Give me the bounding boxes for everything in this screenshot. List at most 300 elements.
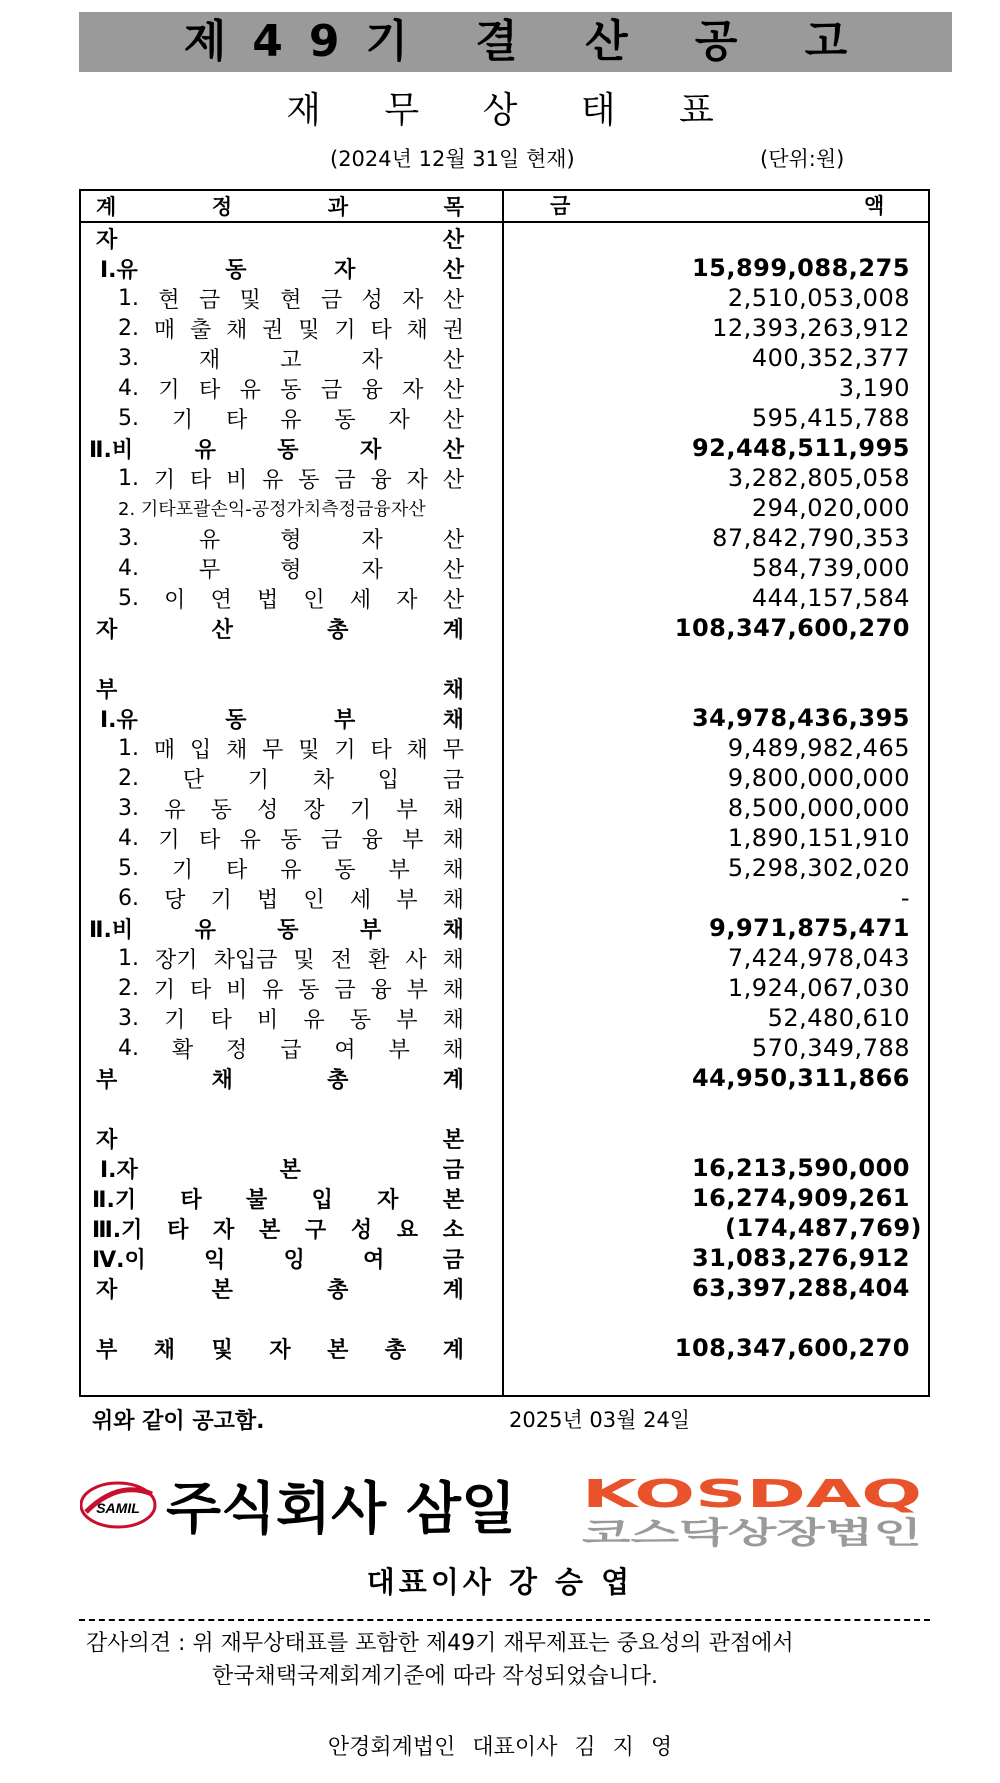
account-label-char: 채 <box>442 797 464 823</box>
account-label <box>118 1033 464 1063</box>
account-label-char: Ⅰ.유 <box>100 707 138 733</box>
table-row <box>0 1123 1000 1153</box>
table-row <box>0 463 1000 493</box>
account-label-char: 산 <box>442 407 464 433</box>
account-label <box>118 373 464 403</box>
account-label-char: Ⅰ.자 <box>100 1157 138 1183</box>
account-label <box>89 913 464 943</box>
account-label-char: 타 <box>180 1187 202 1213</box>
account-label-char: 금 <box>334 467 356 493</box>
account-label <box>118 523 464 553</box>
account-label-char: 자 <box>96 1127 118 1153</box>
amount-value: 63,397,288,404 <box>691 1274 910 1302</box>
amount-value: (174,487,769) <box>725 1214 922 1242</box>
account-label-char: 기 <box>171 857 194 883</box>
account-label-char: 자 <box>96 1277 118 1303</box>
account-label-char: 산 <box>442 287 464 313</box>
account-label-char: 환 <box>368 947 390 973</box>
account-label <box>92 1243 464 1273</box>
table-row <box>0 523 1000 553</box>
amount-value: 444,157,584 <box>751 584 910 612</box>
account-label-char: 재 <box>198 347 221 373</box>
account-label-char: 산 <box>442 527 464 553</box>
account-label-char: 정 <box>226 1037 248 1063</box>
account-label-char: 산 <box>211 617 233 643</box>
account-label-char: 익 <box>204 1247 226 1273</box>
account-label-char: 입 <box>377 767 399 793</box>
account-label-char: 총 <box>384 1337 407 1363</box>
account-label-char: 동 <box>349 1007 372 1033</box>
samil-logo-text: SAMIL <box>96 1500 140 1516</box>
account-label-char: 및 <box>298 317 320 343</box>
account-label-char: 법 <box>257 887 279 913</box>
amount-value: 34,978,436,395 <box>691 704 910 732</box>
account-label <box>96 1123 464 1153</box>
account-label-char: 2. <box>118 975 139 1001</box>
account-label-char: 구 <box>304 1217 327 1243</box>
account-label-char: 형 <box>280 527 302 553</box>
account-label-char: 동 <box>334 407 356 433</box>
table-row <box>0 1243 1000 1273</box>
account-label-char: 부 <box>402 827 424 853</box>
table-row <box>0 973 1000 1003</box>
account-label-char: 타 <box>189 467 212 493</box>
account-label-char: 채 <box>442 947 464 973</box>
account-label-char: 자 <box>377 1187 399 1213</box>
account-label-char: 단 <box>182 767 204 793</box>
account-label-char: 부 <box>396 1007 418 1033</box>
account-label-char: 유 <box>303 1007 325 1033</box>
account-label-char: 5. <box>118 405 139 431</box>
account-label-char: 당 <box>164 887 186 913</box>
table-row <box>0 1183 1000 1213</box>
amount-value: - <box>900 884 910 912</box>
table-row <box>0 343 1000 373</box>
account-label-char: 장기 <box>155 947 198 973</box>
table-row <box>0 1033 1000 1063</box>
account-label-char: 자 <box>361 557 383 583</box>
amount-value: 584,739,000 <box>751 554 910 582</box>
account-label-char: 총 <box>327 1277 349 1303</box>
auditor-signature: 안경회계법인 대표이사 김 지 영 <box>327 1735 673 1760</box>
account-label-char: 계 <box>442 1337 464 1363</box>
account-label-char: 기 <box>334 737 356 763</box>
account-label-char: 채 <box>442 887 464 913</box>
account-label-char: 및 <box>239 287 261 313</box>
account-label-char: Ⅱ.기 <box>92 1187 137 1213</box>
table-row <box>0 673 1000 703</box>
account-label-char: 급 <box>280 1037 302 1063</box>
account-label-char: 권 <box>442 317 464 343</box>
account-label-char: 부 <box>396 887 418 913</box>
account-label-char: 타 <box>189 977 212 1003</box>
account-label-char: 동 <box>334 857 356 883</box>
amount-value: 52,480,610 <box>767 1004 910 1032</box>
account-label-char: 기 <box>349 797 372 823</box>
account-label-char: 1. <box>118 465 139 491</box>
table-row <box>0 493 1000 523</box>
amount-value: 87,842,790,353 <box>712 524 910 552</box>
account-label-char: 및 <box>293 947 315 973</box>
account-label-char: 채 <box>406 317 428 343</box>
account-label-char: 자 <box>96 227 118 253</box>
account-label-char: 유 <box>198 527 221 553</box>
account-label-char: 금 <box>320 827 343 853</box>
amount-value: 16,213,590,000 <box>691 1154 910 1182</box>
account-label-char: 타 <box>210 1007 232 1033</box>
header-char: 정 <box>211 195 233 219</box>
account-label-char: 매 <box>153 317 176 343</box>
account-label-char: 기 <box>158 377 180 403</box>
account-label-char: 동 <box>277 437 299 463</box>
notice-date: 2025년 03월 24일 <box>509 1408 691 1432</box>
account-label-char: Ⅱ.비 <box>89 917 134 943</box>
account-label <box>118 553 464 583</box>
amount-header-left: 금 <box>550 194 571 218</box>
account-label-char: 형 <box>280 557 302 583</box>
account-label-char: 자 <box>402 287 424 313</box>
amount-value: 31,083,276,912 <box>691 1244 910 1272</box>
account-label-char: 금 <box>320 377 343 403</box>
account-label-char: 자 <box>406 467 428 493</box>
page-title: 제49기 결 산 공 고 <box>183 16 874 67</box>
account-label-text: 2. 기타포괄손익-공정가치측정금융자산 <box>118 499 426 520</box>
account-label-char: 타 <box>370 737 392 763</box>
account-label-char: 본 <box>258 1217 281 1243</box>
account-label-char: 유 <box>164 797 186 823</box>
account-label <box>118 583 464 613</box>
table-row <box>0 373 1000 403</box>
account-label-char: 6. <box>118 885 139 911</box>
account-label-char: 채 <box>226 317 248 343</box>
account-label-char: 4. <box>118 375 139 401</box>
account-label-char: 인 <box>303 587 325 613</box>
account-label-char: Ⅱ.비 <box>89 437 134 463</box>
account-label-char: 산 <box>442 257 464 283</box>
account-label-char: 기 <box>153 977 176 1003</box>
account-label-char: 동 <box>298 467 320 493</box>
account-label-char: 현 <box>280 287 302 313</box>
amount-value: 1,924,067,030 <box>727 974 910 1002</box>
account-label-char: 채 <box>442 1037 464 1063</box>
account-label-char: 본 <box>327 1337 349 1363</box>
account-label <box>96 1333 464 1363</box>
account-label-char: 비 <box>226 977 248 1003</box>
table-row <box>0 433 1000 463</box>
account-label-char: 1. <box>118 735 139 761</box>
account-label-char: 계 <box>442 1067 464 1093</box>
account-label-char: 현 <box>158 287 180 313</box>
amount-value: 9,971,875,471 <box>709 914 910 942</box>
account-label-char: 세 <box>349 887 372 913</box>
kosdaq-caption: 코스닥상장법인 <box>582 1516 922 1550</box>
account-label-char: 자 <box>360 437 382 463</box>
account-label <box>100 703 464 733</box>
account-label-char: 산 <box>442 587 464 613</box>
company-logos <box>80 1460 950 1550</box>
account-label-char: 타 <box>226 857 248 883</box>
amount-value: 294,020,000 <box>751 494 910 522</box>
account-label <box>118 793 464 823</box>
account-label-char: 타 <box>198 827 221 853</box>
header-char: 과 <box>327 195 349 219</box>
account-label-char: 부 <box>96 1067 118 1093</box>
account-label-char: 부 <box>396 797 418 823</box>
account-label-char: 유 <box>280 857 302 883</box>
account-label-char: 4. <box>118 1035 139 1061</box>
account-label-char: 유 <box>194 917 216 943</box>
account-label-char: 고 <box>280 347 302 373</box>
table-row <box>0 1333 1000 1363</box>
account-label-char: 세 <box>349 587 372 613</box>
account-label <box>92 1213 464 1243</box>
account-label <box>96 223 464 253</box>
as-of-date: (2024년 12월 31일 현재) <box>330 147 575 171</box>
account-label-char: 성 <box>361 287 383 313</box>
table-row <box>0 1063 1000 1093</box>
account-label-char: 3. <box>118 345 139 371</box>
account-label-char: 총 <box>327 617 349 643</box>
amount-value: 1,890,151,910 <box>727 824 910 852</box>
account-label-char: 본 <box>211 1277 233 1303</box>
account-label-char: 자 <box>361 347 383 373</box>
account-label-char: 타 <box>167 1217 189 1243</box>
amount-value: 8,500,000,000 <box>727 794 910 822</box>
account-label-char: 불 <box>246 1187 268 1213</box>
account-label-char: 본 <box>442 1187 464 1213</box>
account-label-char: 채 <box>211 1067 233 1093</box>
account-label-char: 부 <box>388 1037 410 1063</box>
account-label <box>100 253 464 283</box>
table-row <box>0 283 1000 313</box>
account-label-char: 채 <box>442 857 464 883</box>
ceo-name: 대표이사 강 승 엽 <box>366 1565 634 1599</box>
account-label-char: 금 <box>442 1157 464 1183</box>
account-label-char: 융 <box>361 827 383 853</box>
account-label-char: 사 <box>405 947 427 973</box>
account-label-char: 2. <box>118 765 139 791</box>
account-label-char: 산 <box>442 467 464 493</box>
account-label-char: 자 <box>361 527 383 553</box>
account-label-char: 채 <box>442 1007 464 1033</box>
table-row <box>0 943 1000 973</box>
account-label <box>89 433 464 463</box>
account-label-char: 및 <box>298 737 320 763</box>
amount-value: 16,274,909,261 <box>691 1184 910 1212</box>
account-label-char: 융 <box>370 467 392 493</box>
amount-value: 44,950,311,866 <box>691 1064 910 1092</box>
table-row <box>0 613 1000 643</box>
account-label-char: 출 <box>189 317 212 343</box>
account-label-char: 계 <box>442 617 464 643</box>
company-name: 주식회사 삼일 <box>166 1477 516 1542</box>
account-label-char: 5. <box>118 585 139 611</box>
account-label-char: 3. <box>118 795 139 821</box>
account-label-char: 채 <box>442 707 464 733</box>
table-row <box>0 223 1000 253</box>
account-label-char: 동 <box>277 917 299 943</box>
account-label-char: 산 <box>442 437 464 463</box>
account-label-char: 무 <box>442 737 464 763</box>
account-label-char: 소 <box>442 1217 464 1243</box>
logo-area <box>80 1460 950 1550</box>
account-label <box>118 763 464 793</box>
table-row <box>0 1153 1000 1183</box>
account-label <box>118 733 464 763</box>
account-label <box>96 1063 464 1093</box>
account-label <box>92 1183 464 1213</box>
table-row <box>0 733 1000 763</box>
account-label-char: 산 <box>442 347 464 373</box>
kosdaq-logo-text: KOSDAQ <box>582 1472 922 1516</box>
table-row <box>0 883 1000 913</box>
account-label-char: 동 <box>210 797 232 823</box>
table-row <box>0 913 1000 943</box>
account-label <box>118 403 464 433</box>
account-label <box>118 853 464 883</box>
account-label-char: 동 <box>298 977 320 1003</box>
table-row <box>0 253 1000 283</box>
account-label-char: 부 <box>96 677 118 703</box>
account-label-char: 융 <box>361 377 383 403</box>
account-label-char: 유 <box>239 827 261 853</box>
account-label <box>118 943 464 973</box>
account-label-char: 확 <box>171 1037 194 1063</box>
account-label-char: 금 <box>442 767 464 793</box>
account-label-char: 산 <box>442 377 464 403</box>
statement-title: 재 무 상 태 표 <box>286 90 740 131</box>
account-label <box>96 1273 464 1303</box>
account-label-char: 타 <box>226 407 248 433</box>
amount-value: 5,298,302,020 <box>727 854 910 882</box>
account-label-char: 연 <box>210 587 232 613</box>
account-label-char: 채 <box>406 737 428 763</box>
account-label-char: 차입금 <box>213 947 278 973</box>
amount-value: 570,349,788 <box>751 1034 910 1062</box>
account-label <box>118 1003 464 1033</box>
account-label-char: 이 <box>164 587 186 613</box>
account-label-char: 금 <box>320 287 343 313</box>
amount-value: 15,899,088,275 <box>691 254 910 282</box>
account-label-char: 자 <box>96 617 118 643</box>
account-label-char: 금 <box>198 287 221 313</box>
account-label-char: 채 <box>442 827 464 853</box>
account-label-char: 타 <box>370 317 392 343</box>
unit-label: (단위:원) <box>760 147 845 171</box>
table-row <box>0 853 1000 883</box>
account-label <box>118 823 464 853</box>
account-label-char: Ⅲ.기 <box>92 1217 143 1243</box>
amount-value: 2,510,053,008 <box>727 284 910 312</box>
amount-value: 7,424,978,043 <box>727 944 910 972</box>
account-label-char: 1. <box>118 945 139 971</box>
amount-value: 595,415,788 <box>751 404 910 432</box>
audit-opinion-line-1: 감사의견 : 위 재무상태표를 포함한 제49기 재무제표는 중요성의 관점에서 <box>86 1631 794 1656</box>
account-label-char: 비 <box>257 1007 279 1033</box>
account-label <box>118 283 464 313</box>
table-row <box>0 1213 1000 1243</box>
account-label-char: 동 <box>225 257 247 283</box>
account-label-char: 입 <box>311 1187 333 1213</box>
account-label-char: 금 <box>334 977 356 1003</box>
table-row <box>0 553 1000 583</box>
account-label-char: 5. <box>118 855 139 881</box>
account-label-char: 유 <box>239 377 261 403</box>
account-label-char: 채 <box>442 677 464 703</box>
account-label-char: Ⅳ.이 <box>92 1247 146 1273</box>
table-row <box>0 763 1000 793</box>
account-label-char: 3. <box>118 1005 139 1031</box>
account-label-char: 유 <box>194 437 216 463</box>
account-label-char: 기 <box>171 407 194 433</box>
account-label-char: 매 <box>153 737 176 763</box>
account-label <box>118 343 464 373</box>
account-label-char: 유 <box>262 467 284 493</box>
account-label-char: 기 <box>210 887 232 913</box>
account-label-char: 동 <box>280 827 302 853</box>
amount-value: 9,800,000,000 <box>727 764 910 792</box>
account-label <box>118 493 498 523</box>
account-label-char: 자 <box>213 1217 235 1243</box>
account-label-char: 인 <box>303 887 325 913</box>
account-label-char: 2. <box>118 315 139 341</box>
account-label-char: 및 <box>211 1337 233 1363</box>
account-label-char: 잉 <box>283 1247 305 1273</box>
amount-value: 400,352,377 <box>751 344 910 372</box>
account-label <box>118 463 464 493</box>
account-label-char: 요 <box>396 1217 419 1243</box>
account-label-char: 유 <box>280 407 302 433</box>
account-label-char: 부 <box>388 857 410 883</box>
table-row <box>0 823 1000 853</box>
account-label <box>118 973 464 1003</box>
account-label-char: 부 <box>406 977 428 1003</box>
account-label-char: 산 <box>442 227 464 253</box>
account-label-char: 부 <box>334 707 356 733</box>
amount-value: 108,347,600,270 <box>674 1334 910 1362</box>
account-label-char: 3. <box>118 525 139 551</box>
account-label-char: 1. <box>118 285 139 311</box>
account-label-char: 차 <box>312 767 334 793</box>
account-label-char: 기 <box>247 767 269 793</box>
table-row <box>0 1003 1000 1033</box>
amount-value: 108,347,600,270 <box>674 614 910 642</box>
account-label-char: 성 <box>257 797 279 823</box>
account-label-char: 4. <box>118 825 139 851</box>
dashed-divider <box>79 1619 930 1621</box>
account-label-char: 여 <box>363 1247 385 1273</box>
account-label-char: 여 <box>334 1037 356 1063</box>
account-label <box>118 313 464 343</box>
account-label-char: 4. <box>118 555 139 581</box>
account-label-char: 자 <box>388 407 410 433</box>
account-label-char: 채 <box>226 737 248 763</box>
account-label-char: 성 <box>350 1217 373 1243</box>
amount-header-right: 액 <box>864 194 885 218</box>
amount-value: 3,282,805,058 <box>727 464 910 492</box>
account-label-char: 타 <box>198 377 221 403</box>
account-label-char: 기 <box>158 827 180 853</box>
table-row <box>0 793 1000 823</box>
account-label-char: 계 <box>442 1277 464 1303</box>
amount-value: 12,393,263,912 <box>712 314 910 342</box>
account-label-char: 장 <box>303 797 325 823</box>
table-row <box>0 1273 1000 1303</box>
table-row <box>0 583 1000 613</box>
account-label-char: 전 <box>330 947 352 973</box>
account-label-char: 유 <box>262 977 284 1003</box>
account-label <box>96 613 464 643</box>
